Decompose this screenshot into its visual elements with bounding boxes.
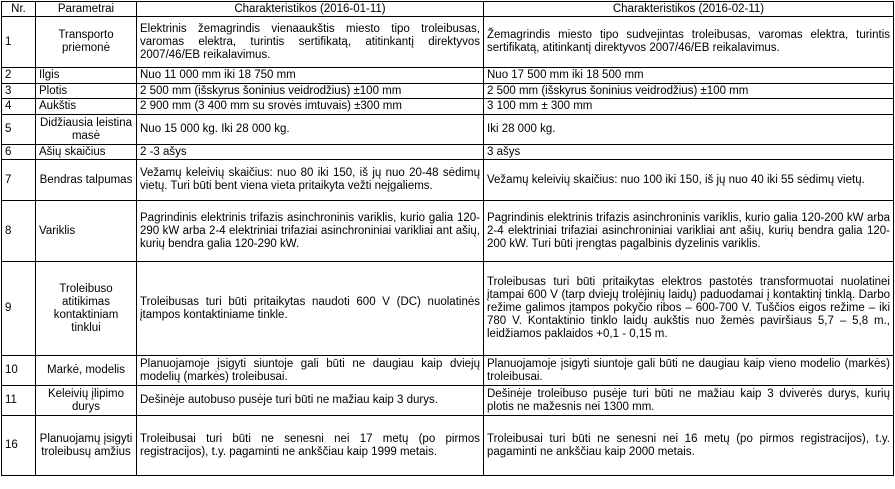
row-number: 5 xyxy=(2,115,36,145)
characteristic-2016-01-11: Dešinėje autobuso pusėje turi būti ne mažiau kaip 3 durys. xyxy=(137,386,484,416)
row-number: 10 xyxy=(2,356,36,386)
header-parameters: Parametrai xyxy=(36,2,137,17)
parameter-name: Didžiausia leistina masė xyxy=(36,115,137,145)
characteristic-2016-02-11: 3 100 mm ± 300 mm xyxy=(484,99,894,115)
parameter-name: Planuojamų įsigyti troleibusų amžius xyxy=(36,416,137,476)
characteristic-2016-02-11: 2 500 mm (išskyrus šoninius veidrodžius) ±100 mm xyxy=(484,84,894,99)
parameter-name: Bendras talpumas xyxy=(36,160,137,201)
table-row xyxy=(2,262,894,356)
characteristic-2016-02-11: Nuo 17 500 mm iki 18 500 mm xyxy=(484,68,894,84)
parameter-name: Ašių skaičius xyxy=(36,145,137,160)
table-row xyxy=(2,160,894,201)
parameter-name: Troleibuso atitikimas kontaktiniam tinklui xyxy=(36,262,137,356)
parameter-name: Transporto priemonė xyxy=(36,17,137,68)
characteristic-2016-01-11: 2 900 mm (3 400 mm su srovės imtuvais) ±300 mm xyxy=(137,99,484,115)
table-row xyxy=(2,356,894,386)
characteristic-2016-02-11: Troleibusai turi būti ne senesni nei 16 metų (po pirmos registracijos), t.y. pagaminti ne ankščiau kaip 2000 metais. xyxy=(484,416,894,476)
row-number: 7 xyxy=(2,160,36,201)
table-row xyxy=(2,17,894,68)
row-number: 2 xyxy=(2,68,36,84)
row-number: 11 xyxy=(2,386,36,416)
header-characteristics-2016-02-11: Charakteristikos (2016-02-11) xyxy=(484,2,894,17)
characteristic-2016-01-11: Planuojamoje įsigyti siuntoje gali būti ne daugiau kaip dviejų modelių (markės) troleibusai. xyxy=(137,356,484,386)
parameter-name: Plotis xyxy=(36,84,137,99)
table-row xyxy=(2,201,894,262)
row-number: 8 xyxy=(2,201,36,262)
row-number: 9 xyxy=(2,262,36,356)
characteristic-2016-02-11: Iki 28 000 kg. xyxy=(484,115,894,145)
characteristic-2016-01-11: 2 -3 ašys xyxy=(137,145,484,160)
table-row xyxy=(2,99,894,115)
table-row xyxy=(2,68,894,84)
row-number: 16 xyxy=(2,416,36,476)
parameter-name: Aukštis xyxy=(36,99,137,115)
characteristic-2016-01-11: Pagrindinis elektrinis trifazis asinchroninis variklis, kurio galia 120-290 kW arba 2-4 elektriniai trifaziai asinchroniniai varikliai ant ašių, kurių bendra galia 120-290 kW. xyxy=(137,201,484,262)
row-number: 4 xyxy=(2,99,36,115)
specification-table xyxy=(1,1,894,476)
characteristic-2016-01-11: Vežamų keleivių skaičius: nuo 80 iki 150, iš jų nuo 20-48 sėdimų vietų. Turi būti bent viena vieta pritaikyta vežti neįgaliems. xyxy=(137,160,484,201)
characteristic-2016-01-11: Troleibusas turi būti pritaikytas naudoti 600 V (DC) nuolatinės įtampos kontaktiniame tinkle. xyxy=(137,262,484,356)
characteristic-2016-02-11: 3 ašys xyxy=(484,145,894,160)
characteristic-2016-02-11: Žemagrindis miesto tipo sudvejintas troleibusas, varomas elektra, turintis sertifikatą, atitinkantį direktyvos 2007/46/EB reikalavimus. xyxy=(484,17,894,68)
table-row xyxy=(2,115,894,145)
characteristic-2016-02-11: Pagrindinis elektrinis trifazis asinchroninis variklis, kurio galia 120-200 kW arba 2-4 elektriniai trifaziai asinchroniniai varikliai ant ašių, kurių bendra galia 120-200 kW. Turi būti įrengtas pagalbinis dyzelinis variklis. xyxy=(484,201,894,262)
table-row xyxy=(2,386,894,416)
table-row xyxy=(2,416,894,476)
header-characteristics-2016-01-11: Charakteristikos (2016-01-11) xyxy=(137,2,484,17)
characteristic-2016-02-11: Vežamų keleivių skaičius: nuo 100 iki 150, iš jų nuo 40 iki 55 sėdimų vietų. xyxy=(484,160,894,201)
parameter-name: Keleivių įlipimo durys xyxy=(36,386,137,416)
characteristic-2016-01-11: Troleibusai turi būti ne senesni nei 17 metų (po pirmos registracijos), t.y. pagaminti ne ankščiau kaip 1999 metais. xyxy=(137,416,484,476)
characteristic-2016-01-11: Elektrinis žemagrindis vienaaukštis miesto tipo troleibusas, varomas elektra, turintis sertifikatą, atitinkantį direktyvos 2007/46/EB reikalavimus. xyxy=(137,17,484,68)
characteristic-2016-02-11: Dešinėje troleibuso pusėje turi būti ne mažiau kaip 3 dviverės durys, kurių plotis ne mažesnis nei 1300 mm. xyxy=(484,386,894,416)
table-row xyxy=(2,145,894,160)
row-number: 6 xyxy=(2,145,36,160)
row-number: 1 xyxy=(2,17,36,68)
characteristic-2016-01-11: Nuo 11 000 mm iki 18 750 mm xyxy=(137,68,484,84)
table-row xyxy=(2,84,894,99)
characteristic-2016-02-11: Troleibusas turi būti pritaikytas elektros pastotės transformuotai nuolatinei įtampai 600 V (tarp dviejų trolėjinių laidų) paduodamai į kontaktinį tinklą. Darbo režime galimos įtampos pokyčio ribos – 600-700 V. Tuščios eigos režime – iki 780 V. Kontaktinio tinklo laidų aukštis nuo žemės paviršiaus 5,7 – 5,8 m., leidžiamos paklaidos +0,1 - 0,15 m. xyxy=(484,262,894,356)
characteristic-2016-01-11: Nuo 15 000 kg. Iki 28 000 kg. xyxy=(137,115,484,145)
characteristic-2016-02-11: Planuojamoje įsigyti siuntoje gali būti ne daugiau kaip vieno modelio (markės) troleibusai. xyxy=(484,356,894,386)
parameter-name: Ilgis xyxy=(36,68,137,84)
row-number: 3 xyxy=(2,84,36,99)
parameter-name: Markė, modelis xyxy=(36,356,137,386)
header-row xyxy=(2,2,894,17)
characteristic-2016-01-11: 2 500 mm (išskyrus šoninius veidrodžius) ±100 mm xyxy=(137,84,484,99)
parameter-name: Variklis xyxy=(36,201,137,262)
header-nr: Nr. xyxy=(2,2,36,17)
